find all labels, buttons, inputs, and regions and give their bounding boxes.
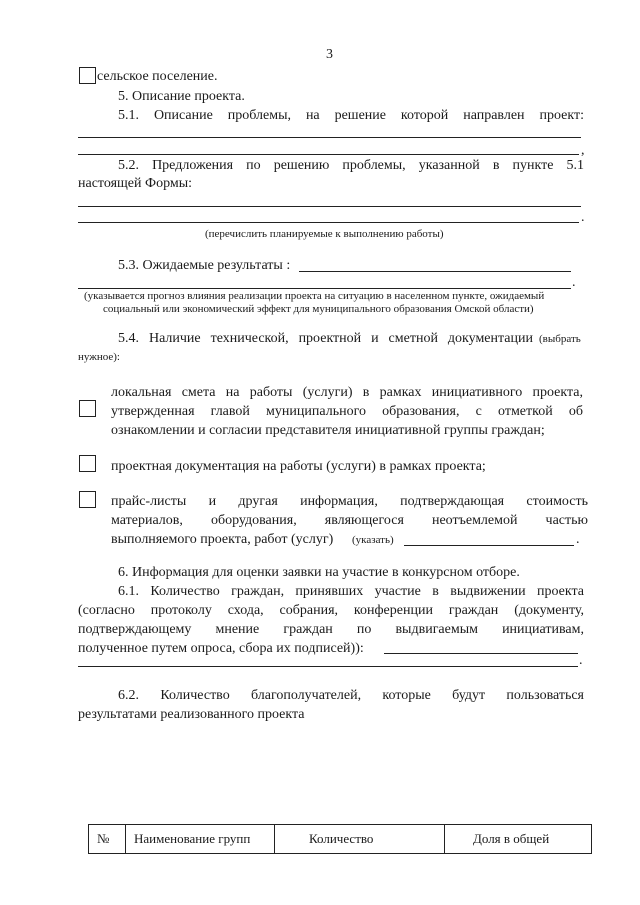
documentation-choose-a: (выбрать bbox=[539, 333, 581, 345]
expected-results-label: 5.3. Ожидаемые результаты : bbox=[118, 258, 291, 273]
expected-results-hint-1: (указывается прогноз влияния реализации проекта на ситуацию в населенном пункте, ожидаемый bbox=[84, 290, 545, 302]
project-documentation-checkbox[interactable] bbox=[79, 455, 96, 472]
problem-input-line-1[interactable] bbox=[78, 137, 581, 138]
rural-settlement-label: сельское поселение. bbox=[97, 69, 218, 84]
table-header-quantity: Количество bbox=[275, 825, 445, 854]
section-5-title: 5. Описание проекта. bbox=[118, 89, 245, 104]
participants-line-3: подтверждающему мнение граждан по выдвигаемым инициативам, bbox=[78, 622, 584, 637]
price-lists-line-1: прайс-листы и другая информация, подтверждающая стоимость bbox=[111, 494, 588, 509]
price-lists-line-3: выполняемого проекта, работ (услуг) bbox=[111, 532, 334, 547]
beneficiaries-line-2: результатами реализованного проекта bbox=[78, 707, 305, 722]
table-header-number: № bbox=[89, 825, 126, 854]
section-6-title: 6. Информация для оценки заявки на участие в конкурсном отборе. bbox=[118, 565, 520, 580]
rural-settlement-checkbox[interactable] bbox=[79, 67, 96, 84]
price-lists-specify: (указать) bbox=[352, 534, 394, 546]
expected-results-input-line-1[interactable] bbox=[299, 271, 571, 272]
local-estimate-line-2: утвержденная главой муниципального образования, с отметкой об bbox=[111, 404, 583, 419]
table-header-group-name: Наименование групп bbox=[126, 825, 275, 854]
expected-results-hint-2: социальный или экономический эффект для муниципального образования Омской области) bbox=[103, 303, 534, 315]
beneficiaries-table bbox=[88, 824, 592, 854]
comma-mark: , bbox=[581, 143, 585, 158]
price-lists-checkbox[interactable] bbox=[79, 491, 96, 508]
beneficiaries-line-1: 6.2. Количество благополучателей, которые будут пользоваться bbox=[118, 688, 584, 703]
participants-line-2: (согласно протоколу схода, собрания, конференции граждан (документу, bbox=[78, 603, 584, 618]
price-lists-line-2: материалов, оборудования, являющегося неотъемлемой частью bbox=[111, 513, 588, 528]
table-header-row bbox=[89, 825, 592, 854]
problem-description-label: 5.1. Описание проблемы, на решение которой направлен проект: bbox=[118, 108, 584, 123]
page-number: 3 bbox=[326, 47, 333, 62]
documentation-choose-b: нужное): bbox=[78, 351, 120, 363]
period-mark: . bbox=[576, 532, 580, 547]
participants-line-4: полученное путем опроса, сбора их подписей)): bbox=[78, 641, 364, 656]
participants-input-line-2[interactable] bbox=[78, 666, 578, 667]
proposals-label-line-2: настоящей Формы: bbox=[78, 176, 193, 191]
local-estimate-line-1: локальная смета на работы (услуги) в рамках инициативного проекта, bbox=[111, 385, 583, 400]
expected-results-input-line-2[interactable] bbox=[78, 288, 571, 289]
proposals-label-line-1: 5.2. Предложения по решению проблемы, указанной в пункте 5.1 bbox=[118, 158, 584, 173]
proposals-hint: (перечислить планируемые к выполнению работы) bbox=[205, 228, 444, 240]
proposals-input-line-2[interactable] bbox=[78, 222, 579, 223]
local-estimate-line-3: ознакомлении и согласии представителя инициативной группы граждан; bbox=[111, 423, 545, 438]
project-documentation-label: проектная документация на работы (услуги) в рамках проекта; bbox=[111, 459, 486, 474]
local-estimate-checkbox[interactable] bbox=[79, 400, 96, 417]
participants-input-line-1[interactable] bbox=[384, 653, 578, 654]
period-mark: . bbox=[579, 653, 583, 668]
documentation-label-line-1: 5.4. Наличие технической, проектной и сметной документации bbox=[118, 331, 533, 346]
period-mark: . bbox=[581, 210, 585, 225]
participants-line-1: 6.1. Количество граждан, принявших участие в выдвижении проекта bbox=[118, 584, 584, 599]
table-header-share: Доля в общей bbox=[445, 825, 592, 854]
problem-input-line-2[interactable] bbox=[78, 154, 579, 155]
proposals-input-line-1[interactable] bbox=[78, 206, 581, 207]
period-mark: . bbox=[572, 275, 576, 290]
price-lists-input-line[interactable] bbox=[404, 545, 574, 546]
